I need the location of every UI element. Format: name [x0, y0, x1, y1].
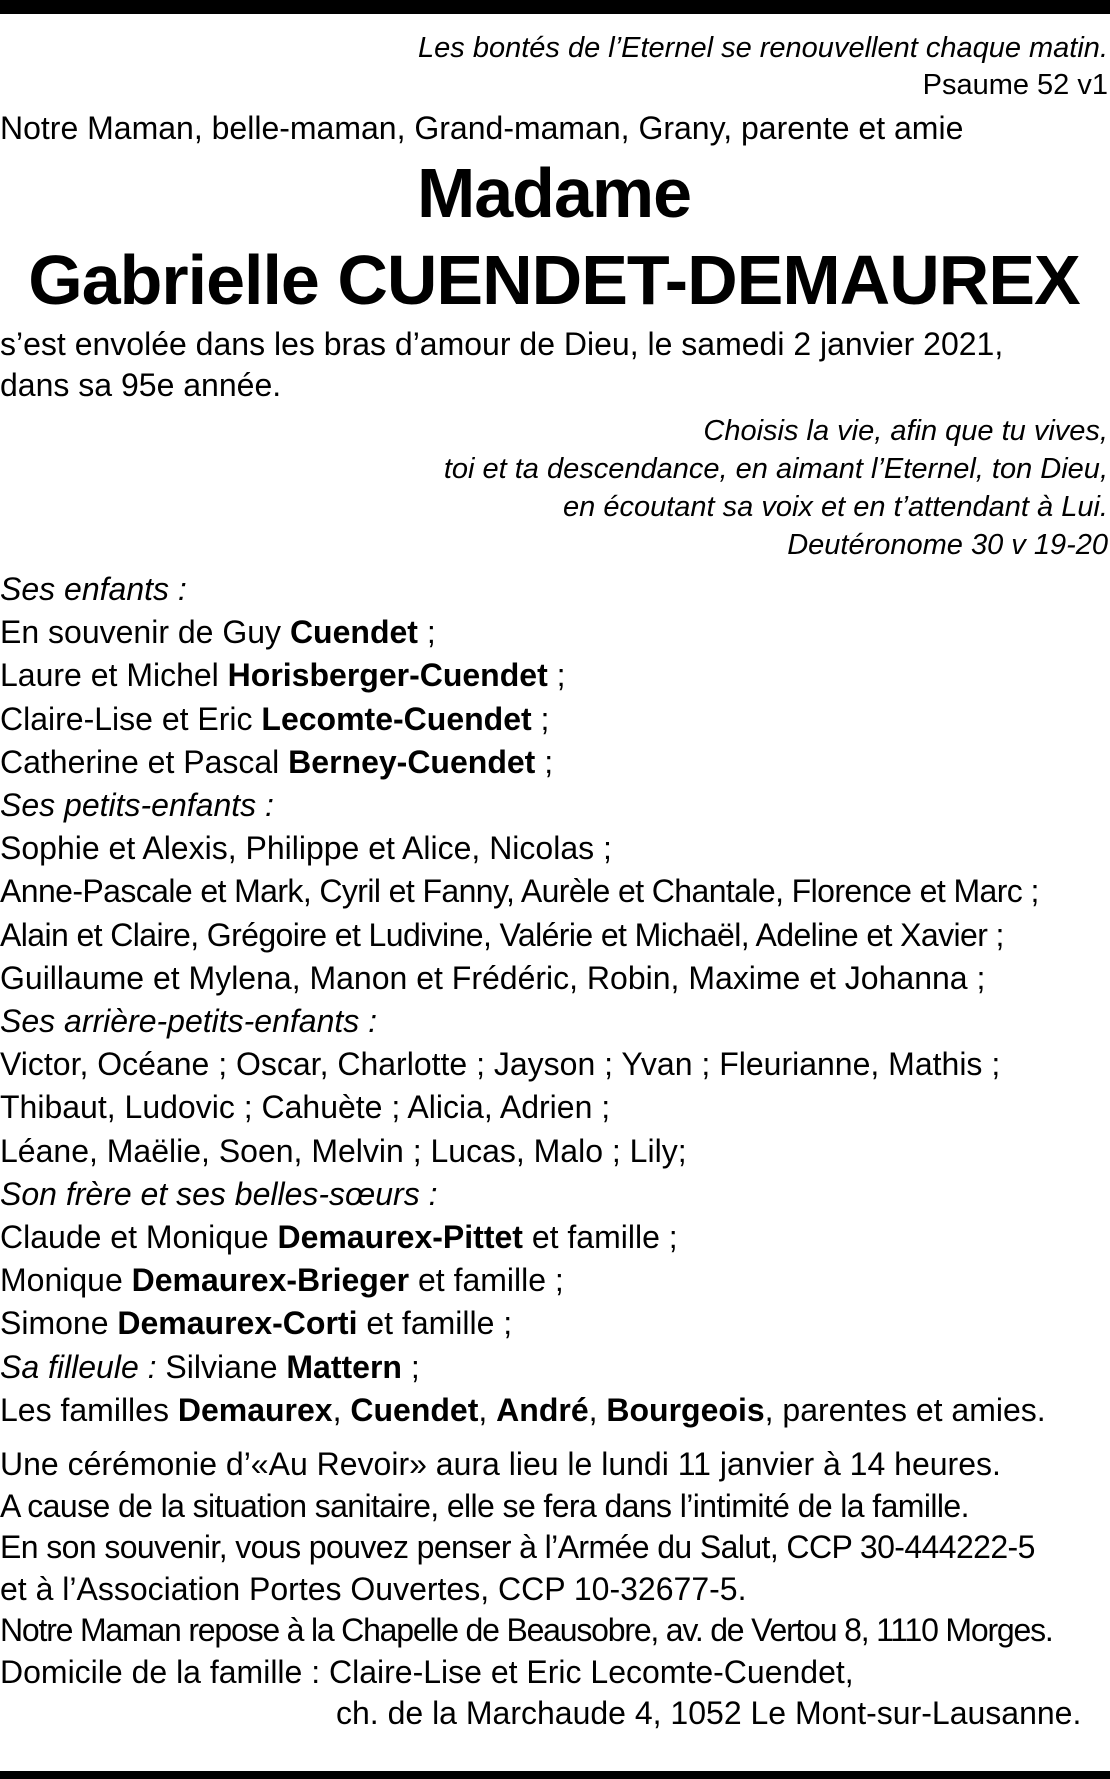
entry-text: Catherine et Pascal	[0, 743, 289, 780]
ceremony-line: et à l’Association Portes Ouvertes, CCP 10-32677-5.	[0, 1570, 747, 1607]
ceremony-info	[0, 1444, 1108, 1735]
grandchildren-line: Alain et Claire, Grégoire et Ludivine, Valérie et Michaël, Adeline et Xavier ;	[0, 916, 1004, 953]
ceremony-line: Notre Maman repose à la Chapelle de Beausobre, av. de Vertou 8, 1110 Morges.	[0, 1612, 1053, 1649]
entry-text: Monique	[0, 1262, 132, 1299]
grandchildren-heading: Ses petits-enfants :	[0, 787, 274, 824]
entry-text: ;	[531, 700, 550, 737]
entry-surname: Horisberger-Cuendet	[227, 657, 548, 694]
entry-text: ;	[417, 614, 436, 651]
title-madame: Madame	[416, 154, 692, 232]
scripture-line: toi et ta descendance, en aimant l’Eternel, ton Dieu,	[443, 453, 1108, 485]
notice-content	[0, 30, 1108, 1735]
family-surname: Demaurex	[177, 1391, 333, 1428]
goddaughter-heading: Sa filleule :	[0, 1348, 157, 1385]
bottom-border-rule	[0, 1771, 1110, 1779]
death-notice-line: s’est envolée dans les bras d’amour de Dieu, le samedi 2 janvier 2021,	[0, 326, 1004, 362]
grandchildren-line: Sophie et Alexis, Philippe et Alice, Nicolas ;	[0, 830, 612, 867]
entry-text: ;	[401, 1348, 420, 1385]
sibling-entry	[0, 1216, 1108, 1259]
family-surname: Bourgeois	[606, 1391, 765, 1428]
great-grandchildren-line: Victor, Océane ; Oscar, Charlotte ; Jayson ; Yvan ; Fleurianne, Mathis ;	[0, 1046, 1001, 1083]
children-entry	[0, 654, 1108, 697]
separator: ,	[478, 1391, 497, 1428]
scripture-line: en écoutant sa voix et en t’attendant à Lui.	[563, 491, 1108, 523]
entry-text: , parentes et amies.	[764, 1391, 1046, 1428]
family-surname: André	[496, 1391, 589, 1428]
entry-text: En souvenir de Guy	[0, 614, 290, 651]
deceased-name-block	[0, 150, 1108, 324]
sibling-entry	[0, 1259, 1108, 1302]
ceremony-line: A cause de la situation sanitaire, elle se fera dans l’intimité de la famille.	[0, 1487, 969, 1524]
entry-surname: Berney-Cuendet	[288, 743, 536, 780]
ceremony-line: Une cérémonie d’«Au Revoir» aura lieu le lundi 11 janvier à 14 heures.	[0, 1446, 1001, 1483]
ceremony-line: Domicile de la famille : Claire-Lise et Eric Lecomte-Cuendet,	[0, 1653, 854, 1690]
entry-surname: Demaurex-Corti	[117, 1305, 358, 1342]
entry-text: Silviane	[156, 1348, 287, 1385]
deceased-full-name: Gabrielle CUENDET-DEMAUREX	[28, 241, 1080, 319]
children-entry	[0, 698, 1108, 741]
separator: ,	[332, 1391, 351, 1428]
entry-text: Laure et Michel	[0, 657, 228, 694]
scripture-line: Choisis la vie, afin que tu vives,	[703, 415, 1108, 447]
entry-text: Claire-Lise et Eric	[0, 700, 262, 737]
grandchildren-line: Guillaume et Mylena, Manon et Frédéric, Robin, Maxime et Johanna ;	[0, 959, 986, 996]
entry-surname: Mattern	[286, 1348, 402, 1385]
entry-text: Claude et Monique	[0, 1219, 278, 1256]
entry-text: et famille ;	[357, 1305, 513, 1342]
separator: ,	[588, 1391, 607, 1428]
entry-text: et famille ;	[522, 1219, 678, 1256]
children-entry	[0, 741, 1108, 784]
death-notice	[0, 324, 1108, 406]
ceremony-line: En son souvenir, vous pouvez penser à l’Armée du Salut, CCP 30-444222-5	[0, 1529, 1035, 1566]
great-grandchildren-heading: Ses arrière-petits-enfants :	[0, 1003, 378, 1040]
entry-surname: Demaurex-Pittet	[277, 1219, 523, 1256]
scripture-reference: Deutéronome 30 v 19-20	[787, 529, 1108, 561]
children-entry	[0, 611, 1108, 654]
entry-surname: Lecomte-Cuendet	[261, 700, 532, 737]
children-heading: Ses enfants :	[0, 571, 187, 607]
scripture-quote	[0, 412, 1108, 564]
epigraph	[0, 30, 1108, 104]
epigraph-quote: Les bontés de l’Eternel se renouvellent chaque matin.	[418, 32, 1108, 64]
family-list	[0, 568, 1108, 1432]
grandchildren-line: Anne-Pascale et Mark, Cyril et Fanny, Aurèle et Chantale, Florence et Marc ;	[0, 873, 1039, 910]
ceremony-address-line: ch. de la Marchaude 4, 1052 Le Mont-sur-Lausanne.	[336, 1695, 1082, 1732]
siblings-heading: Son frère et ses belles-sœurs :	[0, 1175, 438, 1212]
family-surname: Cuendet	[350, 1391, 479, 1428]
entry-text: et famille ;	[409, 1262, 564, 1299]
great-grandchildren-line: Thibaut, Ludovic ; Cahuète ; Alicia, Adrien ;	[0, 1089, 611, 1126]
great-grandchildren-line: Léane, Maëlie, Soen, Melvin ; Lucas, Malo ; Lily;	[0, 1132, 687, 1169]
families-entry	[0, 1389, 1108, 1432]
entry-surname: Demaurex-Brieger	[131, 1262, 410, 1299]
entry-surname: Cuendet	[289, 614, 418, 651]
top-border-rule	[0, 0, 1110, 14]
death-notice-line: dans sa 95e année.	[0, 367, 282, 403]
entry-text: Simone	[0, 1305, 118, 1342]
goddaughter-entry	[0, 1346, 1108, 1389]
sibling-entry	[0, 1302, 1108, 1345]
entry-text: ;	[547, 657, 566, 694]
entry-text: ;	[535, 743, 554, 780]
entry-text: Les familles	[0, 1391, 178, 1428]
intro-line: Notre Maman, belle-maman, Grand-maman, Grany, parente et amie	[0, 110, 964, 146]
epigraph-reference: Psaume 52 v1	[922, 69, 1108, 101]
